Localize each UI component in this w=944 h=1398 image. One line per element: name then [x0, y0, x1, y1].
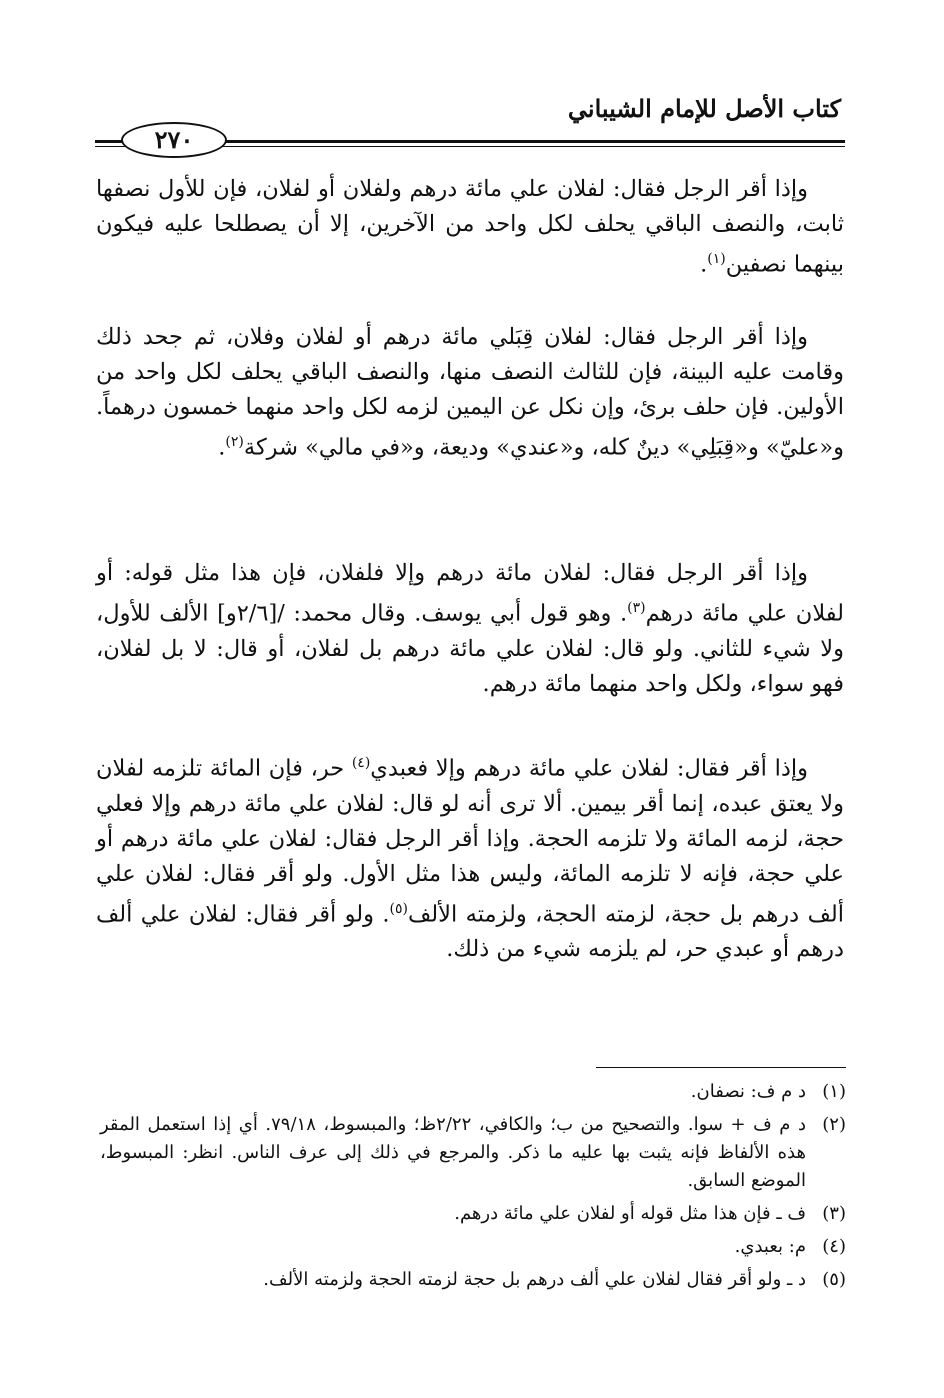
paragraph-2	[96, 320, 844, 466]
paragraph-text-end: . ولو أقر فقال: لفلان علي ألف درهم أو عبدي حر، لم يلزمه شيء من ذلك.	[96, 901, 844, 962]
paragraph-4	[96, 746, 844, 967]
footnote-text: م: بعبدي.	[734, 1236, 806, 1257]
footnotes	[100, 1078, 846, 1299]
paragraph-text: وإذا أقر الرجل فقال: لفلان علي مائة درهم ولفلان أو لفلان، فإن للأول نصفها ثابت، والنصف الباقي يحلف لكل واحد من الآخرين، إلا أن يصطلحا عليه فيكون بينهما نصفين	[96, 176, 844, 278]
book-title: كتاب الأصل للإمام الشيباني	[567, 94, 841, 123]
footnote-ref: (٢)	[225, 434, 244, 450]
paragraph-text: وإذا أقر الرجل فقال: لفلان مائة درهم وإلا فلفلان، فإن هذا مثل قوله: أو لفلان علي مائة درهم	[96, 560, 844, 627]
footnote-text: ف ـ فإن هذا مثل قوله أو لفلان علي مائة درهم.	[454, 1203, 806, 1224]
footnote-1	[100, 1078, 846, 1106]
paragraph-end: .	[700, 251, 708, 278]
footnote-text: د م ف: نصفان.	[690, 1081, 806, 1102]
footnote-ref: (٥)	[389, 900, 408, 917]
footnote-2	[100, 1111, 846, 1195]
paragraph-text: وإذا أقر الرجل فقال: لفلان قِبَلي مائة درهم أو لفلان وفلان، ثم جحد ذلك وقامت عليه البينة، فإن للثالث النصف منها، والنصف الباقي يحلف لكل واحد من الأولين. فإن حلف برئ، وإن نكل عن اليمين لزمه لكل واحد منهما خمسون درهماً. و«عليّ» و«قِبَلِي» دينٌ كله، و«عندي» وديعة، و«في مالي» شركة	[96, 324, 844, 461]
footnote-text: د م ف + سوا. والتصحيح من ب؛ والكافي، ٢/٢٢ظ؛ والمبسوط، ٧٩/١٨. أي إذا استعمل المقر هذه الألفاظ فإنه يثبت بها عليه ما ذكر. والمرجع في ذلك إلى عرف الناس. انظر: المبسوط، الموضع السابق.	[100, 1114, 807, 1191]
paragraph-end: .	[218, 434, 226, 461]
page-header	[95, 88, 845, 158]
footnote-ref: (١)	[707, 251, 726, 267]
paragraph-1	[96, 172, 844, 283]
footnote-number: (٣)	[822, 1203, 846, 1224]
paragraph-3	[96, 556, 844, 702]
page-number: ٢٧٠	[121, 122, 227, 158]
footnote-number: (٢)	[822, 1114, 846, 1135]
footnote-number: (١)	[822, 1081, 846, 1102]
footnote-number: (٥)	[822, 1269, 846, 1290]
footnote-ref: (٣)	[627, 600, 646, 616]
footnote-4	[100, 1233, 846, 1261]
paragraph-text-cont: . وهو قول أبي يوسف. وقال محمد: /[٢/٦و] الألف للأول، ولا شيء للثاني. ولو قال: لفلان علي مائة درهم بل لفلان، أو قال: لا بل لفلان، فهو سواء، ولكل واحد منهما مائة درهم.	[96, 600, 844, 697]
paragraph-text-cont: حر، فإن المائة تلزمه لفلان ولا يعتق عبده، إنما أقر بيمين. ألا ترى أنه لو قال: لفلان علي مائة درهم وإلا فعلي حجة، لزمه المائة ولا تلزمه الحجة. وإذا أقر الرجل فقال: لفلان علي مائة درهم أو علي حجة، فإنه لا تلزمه المائة، وليس هذا مثل الأول. ولو أقر فقال: لفلان علي ألف درهم بل حجة، لزمته الحجة، ولزمته الألف	[96, 755, 844, 927]
paragraph-text: وإذا أقر فقال: لفلان علي مائة درهم وإلا فعبدي	[370, 755, 808, 782]
footnote-separator	[596, 1067, 846, 1068]
footnote-3	[100, 1200, 846, 1228]
footnote-text: د ـ ولو أقر فقال لفلان علي ألف درهم بل حجة لزمته الحجة ولزمته الألف.	[263, 1269, 806, 1290]
footnote-number: (٤)	[822, 1236, 846, 1257]
footnote-5	[100, 1266, 846, 1294]
footnote-ref: (٤)	[351, 755, 371, 771]
